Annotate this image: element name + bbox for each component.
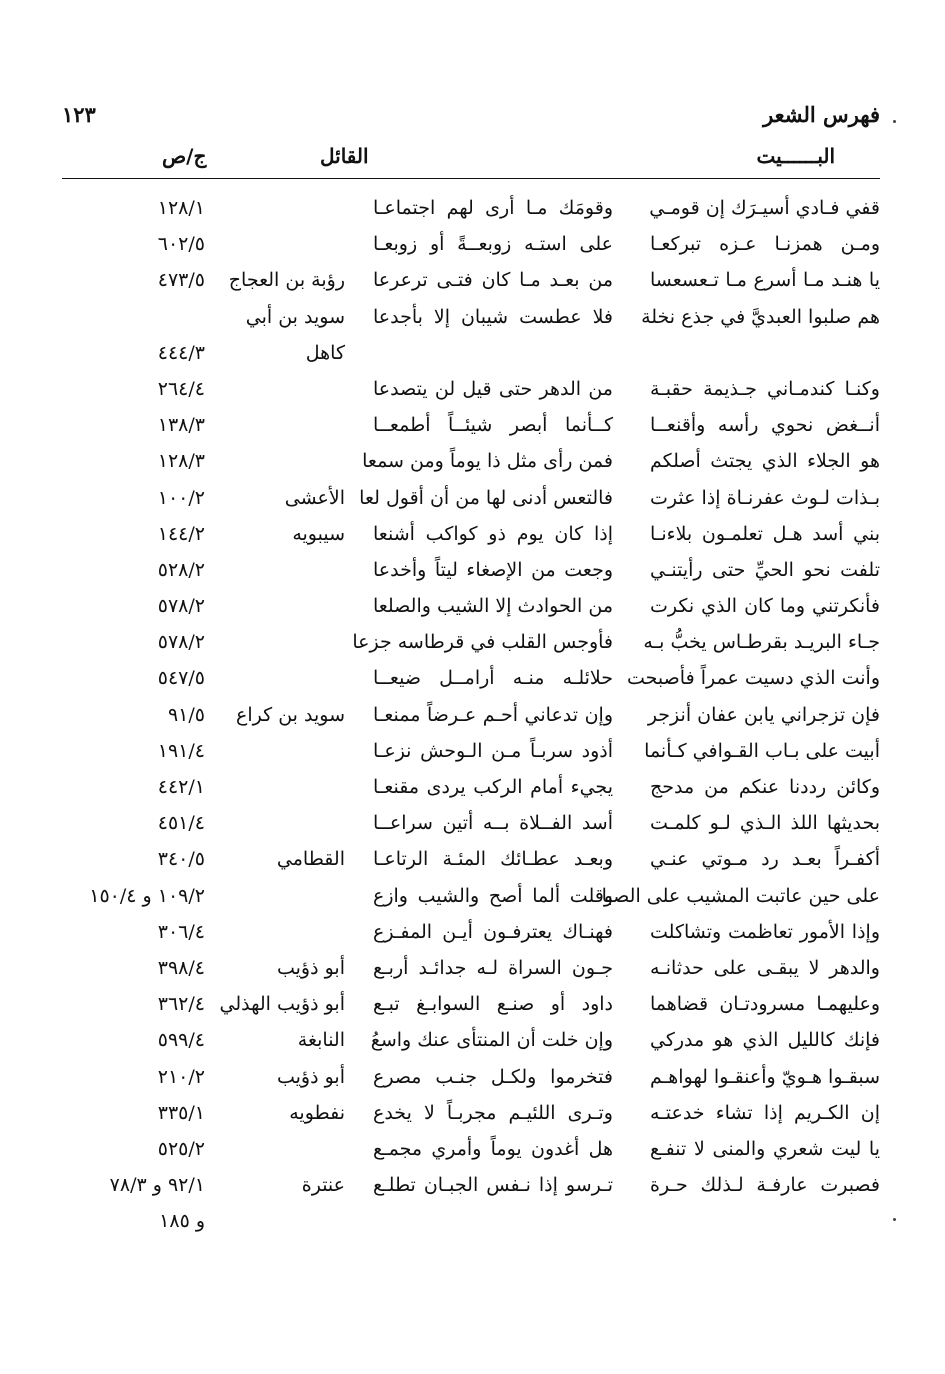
volume-page-reference: ٤٧٣/٥ xyxy=(157,269,205,292)
verse-second-hemistich: فهنـاك يعترفـون أيـن المفـزع xyxy=(373,920,613,943)
table-row xyxy=(0,374,945,410)
table-row xyxy=(0,591,945,627)
table-row xyxy=(0,627,945,663)
verse-first-hemistich: على حين عاتبت المشيب على الصبا xyxy=(601,884,880,907)
scan-speck xyxy=(893,120,896,123)
verse-second-hemistich: فلا عطست شيبان إلا بأجدعا xyxy=(373,305,613,328)
volume-page-reference: ٣٦٢/٤ xyxy=(157,993,205,1016)
table-row xyxy=(0,1098,945,1134)
verse-second-hemistich: أسد الفــلاة بــه أتين سراعــا xyxy=(373,812,613,835)
verse-second-hemistich: فالتعس أدنى لها من أن أقول لعا xyxy=(359,486,613,509)
table-row xyxy=(0,555,945,591)
verse-first-hemistich: بـذات لـوث عفرنـاة إذا عثرت xyxy=(650,486,880,509)
volume-page-reference: ٣٤٠/٥ xyxy=(157,848,205,871)
poet-name: كاهل xyxy=(305,341,345,364)
table-row xyxy=(0,881,945,917)
volume-page-reference: ٤٤٤/٣ xyxy=(157,341,205,364)
verse-column-header: البــــــيت xyxy=(756,144,835,168)
table-row xyxy=(0,844,945,880)
verse-second-hemistich: وإن تدعاني أحـم عـرضاً ممنعـا xyxy=(373,703,613,726)
volume-page-reference: ٢١٠/٢ xyxy=(157,1065,205,1088)
verse-first-hemistich: فأنكرتني وما كان الذي نكرت xyxy=(650,595,880,618)
verse-first-hemistich: وإذا الأمور تعاظمت وتشاكلت xyxy=(650,920,880,943)
column-headers xyxy=(62,142,880,179)
verse-second-hemistich: داود أو صنـع السوابـغ تبـع xyxy=(373,993,613,1016)
verse-first-hemistich: أبيت على بـاب القـوافي كـأنما xyxy=(644,739,880,762)
table-row xyxy=(0,772,945,808)
poet-name: سيبويه xyxy=(292,522,345,545)
poet-name: القطامي xyxy=(276,848,345,871)
poet-name: عنترة xyxy=(301,1174,345,1197)
table-row xyxy=(0,1062,945,1098)
verse-second-hemistich: فمن رأى مثل ذا يوماً ومن سمعا xyxy=(362,450,613,473)
volume-page-reference: ٢٦٤/٤ xyxy=(157,377,205,400)
table-row xyxy=(0,989,945,1025)
verse-second-hemistich: جـون السراة لـه جدائـد أربـع xyxy=(373,956,613,979)
poet-name: رؤبة بن العجاج xyxy=(228,269,345,292)
poet-name: الأعشى xyxy=(284,486,345,509)
verse-first-hemistich: قفي فـادي أسيـرَك إن قومـي xyxy=(649,197,880,219)
verse-second-hemistich: أذود سربـاً مـن الـوحش نزعـا xyxy=(373,739,613,762)
table-row xyxy=(0,446,945,482)
verse-second-hemistich: وإن خلت أن المنتأى عنك واسعُ xyxy=(370,1029,613,1052)
verse-first-hemistich: فإن تزجراني يابن عفان أنزجر xyxy=(647,703,880,726)
verse-second-hemistich: فتخرموا ولكـل جنـب مصرع xyxy=(373,1065,613,1088)
verse-second-hemistich: من بعـد مـا كان فتـى ترعرعا xyxy=(373,269,613,292)
verse-first-hemistich: فإنك كالليل الذي هو مدركي xyxy=(650,1029,880,1052)
page-number: ١٢٣ xyxy=(62,102,96,127)
table-row xyxy=(0,917,945,953)
table-row xyxy=(0,1206,945,1242)
verse-second-hemistich: من الدهر حتى قيل لن يتصدعا xyxy=(373,377,613,400)
table-row xyxy=(0,953,945,989)
table-row xyxy=(0,808,945,844)
table-row xyxy=(0,736,945,772)
table-row xyxy=(0,229,945,265)
verse-first-hemistich: وعليهمـا مسرودتـان قضاهما xyxy=(650,993,880,1016)
volume-page-reference: ٤٥١/٤ xyxy=(157,812,205,835)
table-row xyxy=(0,193,945,229)
verse-first-hemistich: هو الجلاء الذي يجتث أصلكم xyxy=(650,450,880,473)
table-row xyxy=(0,700,945,736)
verse-second-hemistich: وتـرى اللئيـم مجربـاً لا يخدع xyxy=(373,1101,613,1124)
verse-first-hemistich: يا هنـد مـا أسرع مـا تـعسعسا xyxy=(650,269,880,292)
verse-second-hemistich: من الحوادث إلا الشيب والصلعا xyxy=(372,595,613,618)
verse-first-hemistich: أكفـراً بعـد رد مـوتي عنـي xyxy=(650,848,880,871)
table-row xyxy=(0,1025,945,1061)
verse-first-hemistich: بحديثها اللذ الـذي لـو كلمـت xyxy=(650,812,880,835)
running-title: فهرس الشعر xyxy=(763,102,880,127)
verse-first-hemistich: وأنت الذي دسيت عمراً فأصبحت xyxy=(627,667,880,690)
poet-name: سويد بن أبي xyxy=(245,305,345,328)
poet-name: نفطويه xyxy=(289,1101,345,1124)
volume-page-reference: ٥٢٥/٢ xyxy=(157,1137,205,1160)
verse-first-hemistich: يا ليت شعري والمنى لا تنفـع xyxy=(650,1137,880,1160)
verse-second-hemistich: فأوجس القلب في قرطاسه جزعا xyxy=(352,631,613,654)
verse-second-hemistich: على استـه زوبعــةً أو زوبعـا xyxy=(373,233,613,256)
verse-first-hemistich: ومـن همزنـا عـزه تبركعـا xyxy=(650,233,880,256)
verse-first-hemistich: إن الكـريم إذا تشاء خدعتـه xyxy=(650,1101,880,1124)
verse-second-hemistich: هل أغدون يوماً وأمري مجمـع xyxy=(373,1137,613,1160)
verse-second-hemistich: كــأنما أبصر شيئــاً أطمعــا xyxy=(373,414,613,437)
table-row xyxy=(0,483,945,519)
verse-first-hemistich: تلفت نحو الحيِّ حتى رأيتنـي xyxy=(650,558,880,581)
volume-page-reference: ٩١/٥ xyxy=(167,703,205,726)
verse-first-hemistich: سبقـوا هـويّ وأعنقـوا لهواهـم xyxy=(650,1065,880,1088)
verse-second-hemistich: إذا كان يوم ذو كواكب أشنعا xyxy=(373,522,613,545)
verse-first-hemistich: فصبرت عارفـة لـذلك حـرة xyxy=(650,1174,880,1197)
verse-first-hemistich: وكنـا كندمـاني جـذيمة حقبـة xyxy=(650,377,880,400)
volume-page-reference: ٣٣٥/١ xyxy=(157,1101,205,1124)
table-row xyxy=(0,663,945,699)
volume-page-reference: ١٣٨/٣ xyxy=(157,414,205,437)
verse-second-hemistich: تـرسو إذا نـفس الجبـان تطلـع xyxy=(373,1174,613,1197)
verse-second-hemistich: حلائلـه منـه أرامــل ضيعــا xyxy=(373,667,613,690)
poet-name: سويد بن كراع xyxy=(236,703,345,726)
table-row xyxy=(0,265,945,301)
verse-second-hemistich: وقومَك مـا أرى لهم اجتماعـا xyxy=(373,197,613,219)
volume-page-reference: ٥٢٨/٢ xyxy=(157,558,205,581)
verse-second-hemistich: وجعت من الإصغاء ليتاً وأخدعا xyxy=(373,558,613,581)
verse-first-hemistich: بني أسد هـل تعلمـون بلاءنـا xyxy=(650,522,880,545)
page-header xyxy=(62,102,880,136)
volume-page-reference: ٤٤٢/١ xyxy=(157,776,205,798)
scan-speck xyxy=(893,1218,896,1221)
volume-page-reference: ٥٧٨/٢ xyxy=(157,631,205,654)
verse-index-table xyxy=(0,193,945,1242)
verse-first-hemistich: هم صلبوا العبديَّ في جذع نخلة xyxy=(641,305,880,328)
poet-name: أبو ذؤيب xyxy=(276,956,345,979)
volume-page-reference: و ١٨٥ xyxy=(159,1210,205,1233)
volume-page-reference: ٥٧٨/٢ xyxy=(157,595,205,618)
poet-name: أبو ذؤيب الهذلي xyxy=(219,993,345,1016)
volume-page-reference: ١٢٨/٣ xyxy=(157,450,205,473)
volume-page-reference: ١٤٤/٢ xyxy=(157,522,205,545)
volume-page-reference: ٣٩٨/٤ xyxy=(157,956,205,979)
table-row xyxy=(0,338,945,374)
reference-column-header: ج/ص xyxy=(162,144,207,168)
poet-column-header: القائل xyxy=(320,144,369,168)
verse-second-hemistich: وقلت ألما أصح والشيب وازع xyxy=(373,884,613,907)
table-row xyxy=(0,302,945,338)
volume-page-reference: ١٠٩/٢ و ١٥٠/٤ xyxy=(89,884,205,907)
volume-page-reference: ١٢٨/١ xyxy=(157,197,205,219)
verse-second-hemistich: وبعـد عطـائك المئـة الرتاعـا xyxy=(373,848,613,871)
volume-page-reference: ١٩١/٤ xyxy=(157,739,205,762)
table-row xyxy=(0,1134,945,1170)
volume-page-reference: ٦٠٢/٥ xyxy=(157,233,205,256)
verse-first-hemistich: جـاء البريـد بقرطـاس يخبُّ بـه xyxy=(643,631,880,654)
table-row xyxy=(0,410,945,446)
verse-first-hemistich: والدهر لا يبقـى على حدثانـه xyxy=(650,956,880,979)
volume-page-reference: ٩٢/١ و ٧٨/٣ xyxy=(109,1174,205,1197)
volume-page-reference: ٣٠٦/٤ xyxy=(157,920,205,943)
poet-name: أبو ذؤيب xyxy=(276,1065,345,1088)
verse-second-hemistich: يجيء أمام الركب يردى مقنعـا xyxy=(373,776,613,798)
verse-first-hemistich: وكائن رددنا عنكم من مدحج xyxy=(650,776,880,798)
table-row xyxy=(0,519,945,555)
table-row xyxy=(0,1170,945,1206)
verse-first-hemistich: أنــغض نحوي رأسه وأقنعــا xyxy=(650,414,880,437)
poet-name: النابغة xyxy=(297,1029,345,1052)
volume-page-reference: ٥٤٧/٥ xyxy=(157,667,205,690)
volume-page-reference: ١٠٠/٢ xyxy=(157,486,205,509)
volume-page-reference: ٥٩٩/٤ xyxy=(157,1029,205,1052)
